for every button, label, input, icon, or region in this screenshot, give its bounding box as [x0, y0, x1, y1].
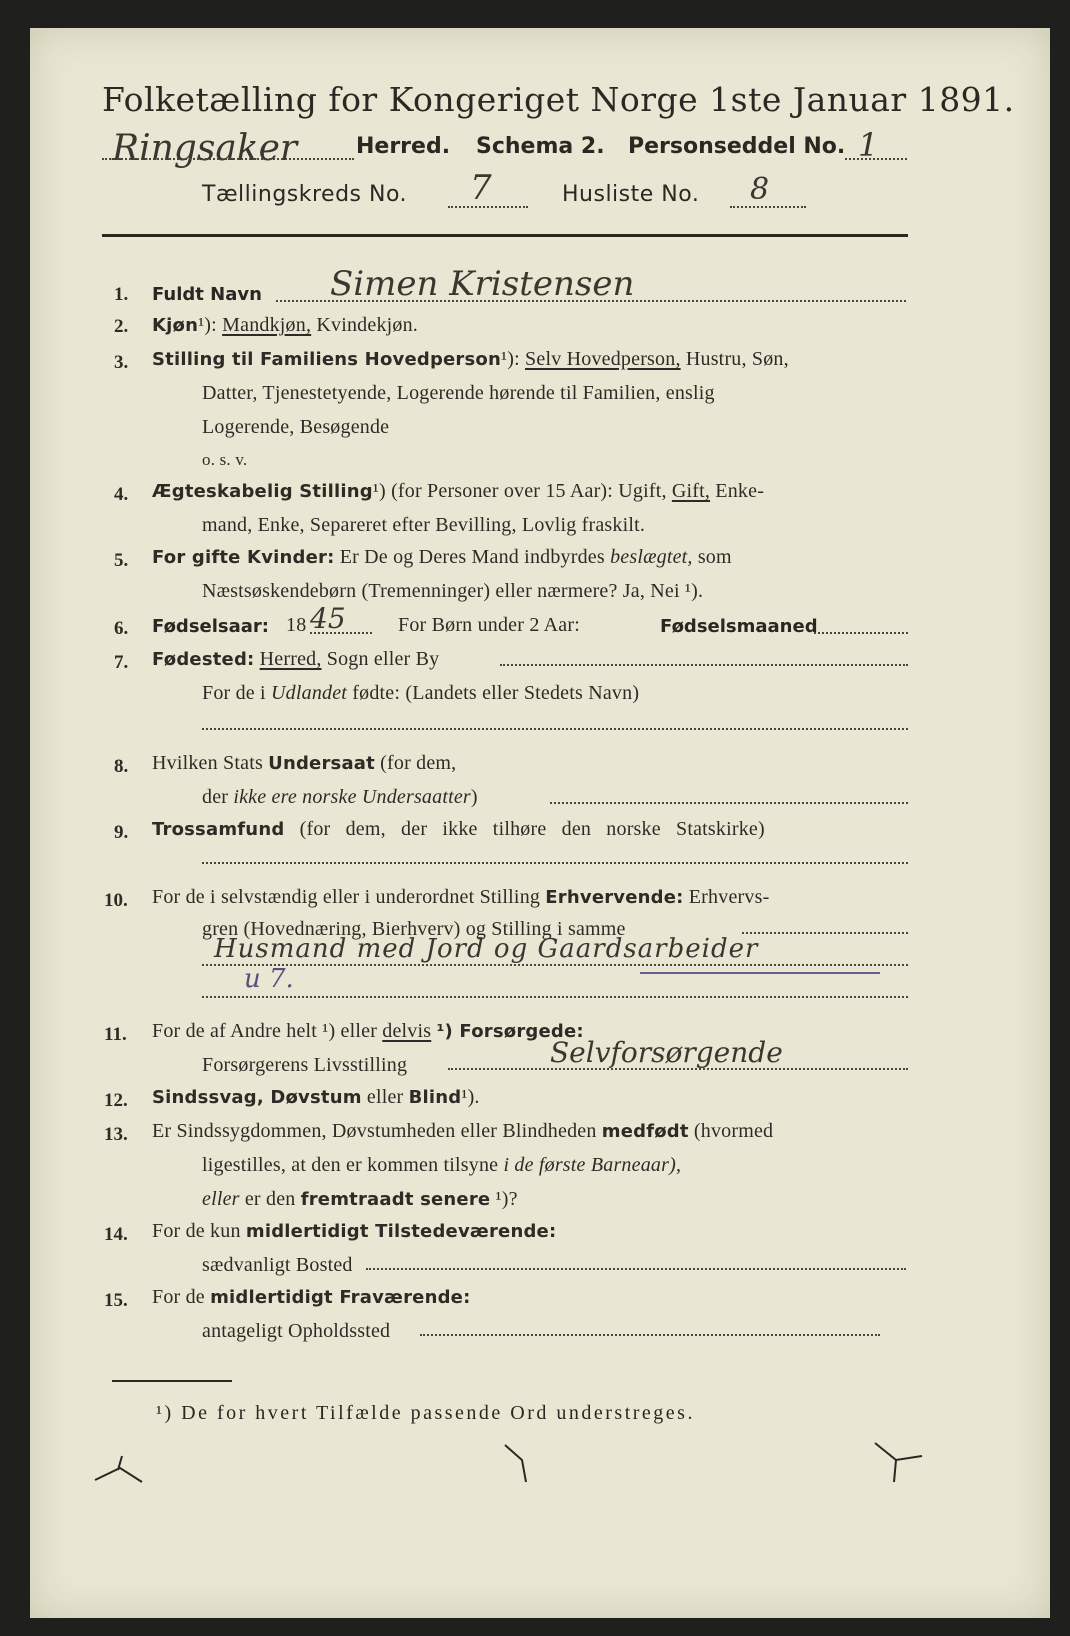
q2-sup: ¹):	[198, 314, 217, 336]
q10-strike-line	[640, 972, 880, 974]
q3-line1-rest: Hustru, Søn,	[685, 348, 789, 370]
q2-option-kvindekjon: Kvindekjøn.	[316, 314, 419, 336]
q11-line2: Forsørgerens Livsstilling	[202, 1054, 408, 1076]
form-title: Folketælling for Kongeriget Norge 1ste Januar 1891.	[102, 80, 1015, 119]
kreds-no-handwritten: 7	[470, 168, 492, 208]
q10-answer2-handwritten: u 7.	[244, 964, 294, 994]
q10-dots-2	[202, 964, 908, 966]
q7-line2-italic: Udlandet	[271, 682, 348, 704]
q11-b: ¹) Forsørgede:	[436, 1021, 584, 1042]
q13-line3-b: fremtraadt senere	[300, 1189, 491, 1210]
q3-option-selected: Selv Hovedperson,	[525, 348, 681, 370]
q4-option-selected: Gift,	[671, 480, 711, 502]
q14-line1	[152, 1220, 556, 1243]
q5-line2: Næstsøskendebørn (Tremenninger) eller nærmere? Ja, Nei ¹).	[202, 580, 704, 602]
q1-label: Fuldt Navn	[152, 284, 262, 305]
q13-line1	[152, 1120, 773, 1143]
census-form-page	[30, 28, 1050, 1618]
q13-line3-c: ¹)?	[495, 1188, 518, 1210]
q4-number: 4.	[114, 484, 129, 505]
q6-prefix: 18	[286, 614, 307, 636]
q14-b: midlertidigt Tilstedeværende:	[245, 1221, 557, 1242]
personseddel-dots	[845, 158, 907, 160]
q7-line2	[202, 682, 639, 705]
q13-line2	[202, 1154, 681, 1177]
q3-label: Stilling til Familiens Hovedperson	[152, 349, 502, 370]
q14-number: 14.	[104, 1224, 128, 1245]
q11-number: 11.	[104, 1024, 127, 1045]
q13-line2-a: ligestilles, at den er kommen tilsyne	[202, 1154, 499, 1176]
q12-number: 12.	[104, 1090, 128, 1111]
q8-number: 8.	[114, 756, 129, 777]
q5-line1-end: som	[697, 546, 732, 568]
q9-line1	[152, 818, 765, 841]
q6-year-handwritten: 45	[310, 602, 346, 635]
footnote: ¹) De for hvert Tilfælde passende Ord understreges.	[156, 1402, 695, 1424]
footnote-rule	[112, 1380, 232, 1382]
q8-label-a: Hvilken Stats	[152, 752, 263, 774]
q7-option-selected: Herred,	[259, 648, 322, 670]
q1-answer-handwritten: Simen Kristensen	[330, 264, 635, 304]
q10-number: 10.	[104, 890, 128, 911]
q4-label: Ægteskabelig Stilling	[152, 481, 373, 502]
husliste-label: Husliste No.	[562, 182, 700, 207]
corner-mark-left	[90, 1448, 150, 1488]
q8-line1	[152, 752, 456, 775]
q7-line2-a: For de i	[202, 682, 266, 704]
q7-line1	[152, 648, 439, 671]
q8-label-b: Undersaat	[268, 753, 375, 774]
q12-rest: eller	[366, 1086, 404, 1108]
q9-dots	[202, 862, 908, 864]
q7-number: 7.	[114, 652, 129, 673]
q15-line2: antageligt Opholdssted	[202, 1320, 391, 1342]
q13-line3-a: er den	[244, 1188, 296, 1210]
q3-sup: ¹):	[501, 348, 520, 370]
q15-a: For de	[152, 1286, 205, 1308]
corner-mark-right	[870, 1438, 930, 1488]
q5-line1-text: Er De og Deres Mand indbyrdes	[339, 546, 605, 568]
q15-dots	[420, 1334, 880, 1336]
q10-line1	[152, 886, 769, 909]
q4-sup: ¹)	[372, 480, 386, 502]
q15-b: midlertidigt Fraværende:	[210, 1287, 471, 1308]
q15-number: 15.	[104, 1290, 128, 1311]
q5-line1-italic: beslægtet,	[610, 546, 693, 568]
herred-label: Herred.	[356, 134, 451, 159]
q15-line1	[152, 1286, 470, 1309]
q13-b: medfødt	[601, 1121, 689, 1142]
q5-label: For gifte Kvinder:	[152, 547, 335, 568]
personseddel-label: Personseddel No.	[628, 134, 846, 159]
q11-answer-handwritten: Selvforsørgende	[550, 1036, 783, 1069]
q10-line1-a: For de i selvstændig eller i underordnet Stilling	[152, 886, 541, 908]
q2-number: 2.	[114, 316, 129, 337]
q9-rest: (for dem, der ikke tilhøre den norske Statskirke)	[299, 818, 765, 840]
q8-line2-a: der	[202, 786, 229, 808]
q2-line	[152, 314, 418, 337]
q4-line2: mand, Enke, Separeret efter Bevilling, Lovlig fraskilt.	[202, 514, 646, 536]
q13-line3-italic: eller	[202, 1188, 240, 1210]
q13-line2-italic: i de første Barneaar),	[503, 1154, 682, 1176]
q12-label: Sindssvag, Døvstum	[152, 1087, 362, 1108]
q12-end: ¹).	[461, 1086, 480, 1108]
q9-label: Trossamfund	[152, 819, 285, 840]
header-rule	[102, 234, 908, 237]
q10-dots-1	[742, 932, 908, 934]
q4-line1	[152, 480, 764, 503]
q3-line2: Datter, Tjenestetyende, Logerende hørende til Familien, enslig	[202, 382, 715, 404]
q11-a: For de af Andre helt ¹) eller	[152, 1020, 378, 1042]
herred-dots	[102, 158, 354, 160]
q2-label: Kjøn	[152, 315, 199, 336]
q7-line2-b: fødte: (Landets eller Stedets Navn)	[352, 682, 640, 704]
q4-line1-text: (for Personer over 15 Aar): Ugift,	[391, 480, 667, 502]
q10-line2: gren (Hovednæring, Bierhverv) og Stilling i samme	[202, 918, 626, 940]
q10-line1-c: Erhvervs-	[688, 886, 770, 908]
q1-number: 1.	[114, 284, 129, 305]
q14-a: For de kun	[152, 1220, 241, 1242]
q6-month-dots	[814, 632, 908, 634]
q8-line2-italic: ikke ere norske Undersaatter	[233, 786, 471, 808]
q3-line4: o. s. v.	[202, 450, 248, 469]
q6-month-label: Fødselsmaaned	[660, 616, 818, 637]
personseddel-no-handwritten: 1	[858, 126, 879, 164]
kreds-dots	[448, 206, 528, 208]
q5-line1	[152, 546, 732, 569]
q14-dots	[366, 1268, 906, 1270]
kreds-label: Tællingskreds No.	[202, 182, 408, 207]
q3-number: 3.	[114, 352, 129, 373]
q3-line1	[152, 348, 789, 371]
q12-blind: Blind	[408, 1087, 462, 1108]
q6-mid: For Børn under 2 Aar:	[398, 614, 580, 636]
husliste-no-handwritten: 8	[750, 172, 770, 207]
herred-handwritten: Ringsaker	[112, 128, 298, 169]
q8-line2: der ikke ere norske Undersaatter)	[202, 786, 478, 808]
q9-number: 9.	[114, 822, 129, 843]
q10-dots-3	[202, 996, 908, 998]
corner-mark-center	[500, 1440, 540, 1490]
q13-line3	[202, 1188, 518, 1211]
q7-dots	[500, 664, 908, 666]
q8-line1-rest: (for dem,	[380, 752, 457, 774]
q7-label: Fødested:	[152, 649, 255, 670]
q8-dots	[550, 802, 908, 804]
q12-line1	[152, 1086, 480, 1109]
schema-label: Schema 2.	[476, 134, 605, 159]
q3-line3: Logerende, Besøgende	[202, 416, 390, 438]
q5-number: 5.	[114, 550, 129, 571]
q13-c: (hvormed	[693, 1120, 774, 1142]
q10-line1-b: Erhvervende:	[545, 887, 684, 908]
q6-year-dots	[310, 632, 372, 634]
q14-line2: sædvanligt Bosted	[202, 1254, 353, 1276]
q7-rest: Sogn eller By	[326, 648, 440, 670]
q4-line1-end: Enke-	[715, 480, 765, 502]
q6-label: Fødselsaar:	[152, 616, 269, 637]
q11-selected: delvis	[382, 1020, 432, 1042]
q6-number: 6.	[114, 618, 129, 639]
husliste-dots	[730, 206, 806, 208]
q13-a: Er Sindssygdommen, Døvstumheden eller Blindheden	[152, 1120, 597, 1142]
q7-dots-2	[202, 728, 908, 730]
q13-number: 13.	[104, 1124, 128, 1145]
q10-answer-handwritten: Husmand med Jord og Gaardsarbeider	[214, 934, 759, 964]
q2-option-mandkjon: Mandkjøn,	[222, 314, 312, 336]
q11-line1	[152, 1020, 584, 1043]
